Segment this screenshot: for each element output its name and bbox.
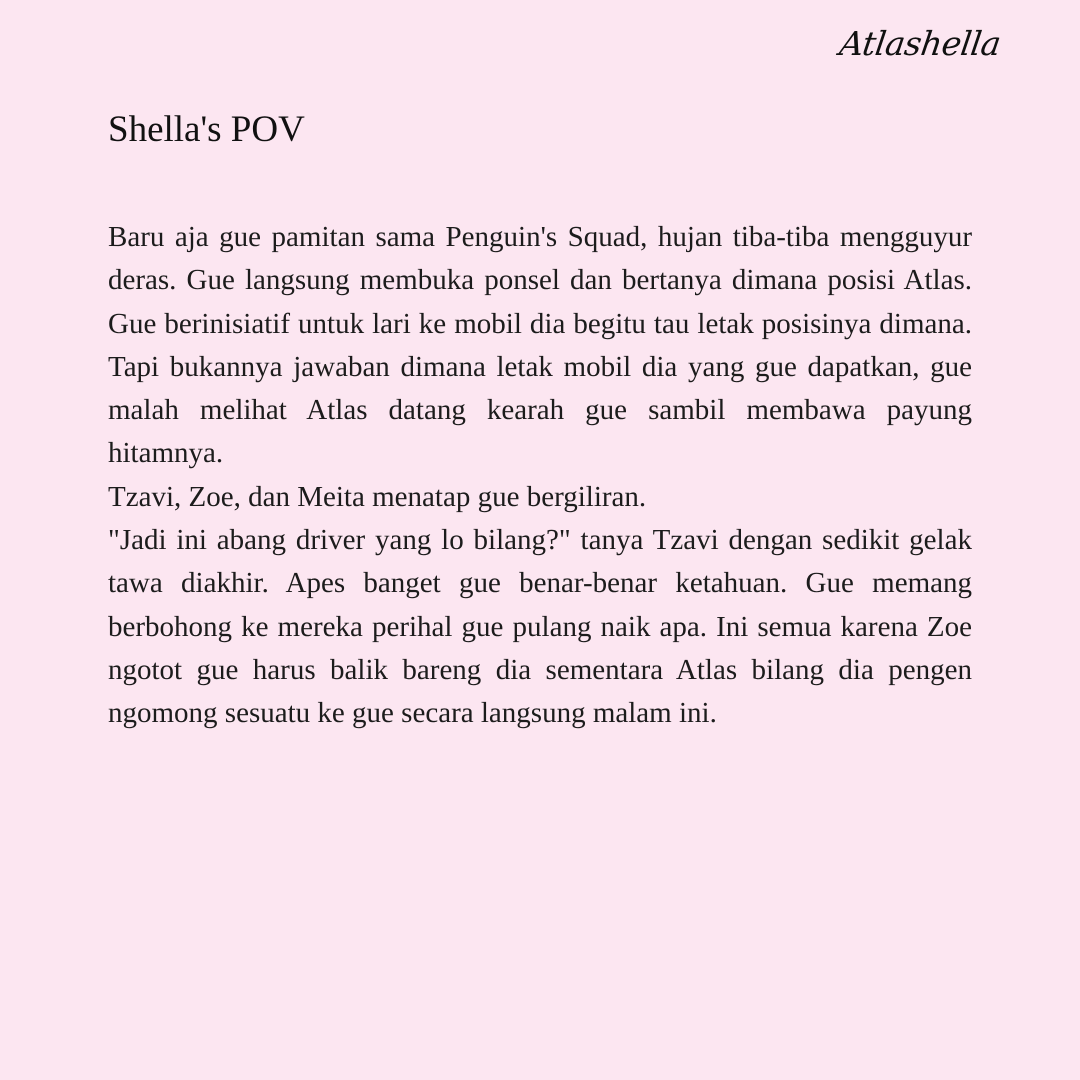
pov-title: Shella's POV	[108, 109, 305, 150]
author-watermark: Atlashella	[837, 24, 1003, 63]
story-body	[108, 216, 972, 736]
story-paragraph-2: Tzavi, Zoe, dan Meita menatap gue bergiliran.	[108, 480, 647, 513]
story-paragraph-1: Baru aja gue pamitan sama Penguin's Squad, hujan tiba-tiba mengguyur deras. Gue langsung membuka ponsel dan bertanya dimana posisi Atlas. Gue berinisiatif untuk lari ke mobil dia begitu tau letak posisinya dimana. Tapi bukannya jawaban dimana letak mobil dia yang gue dapatkan, gue malah melihat Atlas datang kearah gue sambil membawa payung hitamnya.	[108, 221, 972, 470]
story-paragraph-3: "Jadi ini abang driver yang lo bilang?" tanya Tzavi dengan sedikit gelak tawa diakhir. Apes banget gue benar-benar ketahuan. Gue memang berbohong ke mereka perihal gue pulang naik apa. Ini semua karena Zoe ngotot gue harus balik bareng dia sementara Atlas bilang dia pengen ngomong sesuatu ke gue secara langsung malam ini.	[108, 524, 972, 730]
